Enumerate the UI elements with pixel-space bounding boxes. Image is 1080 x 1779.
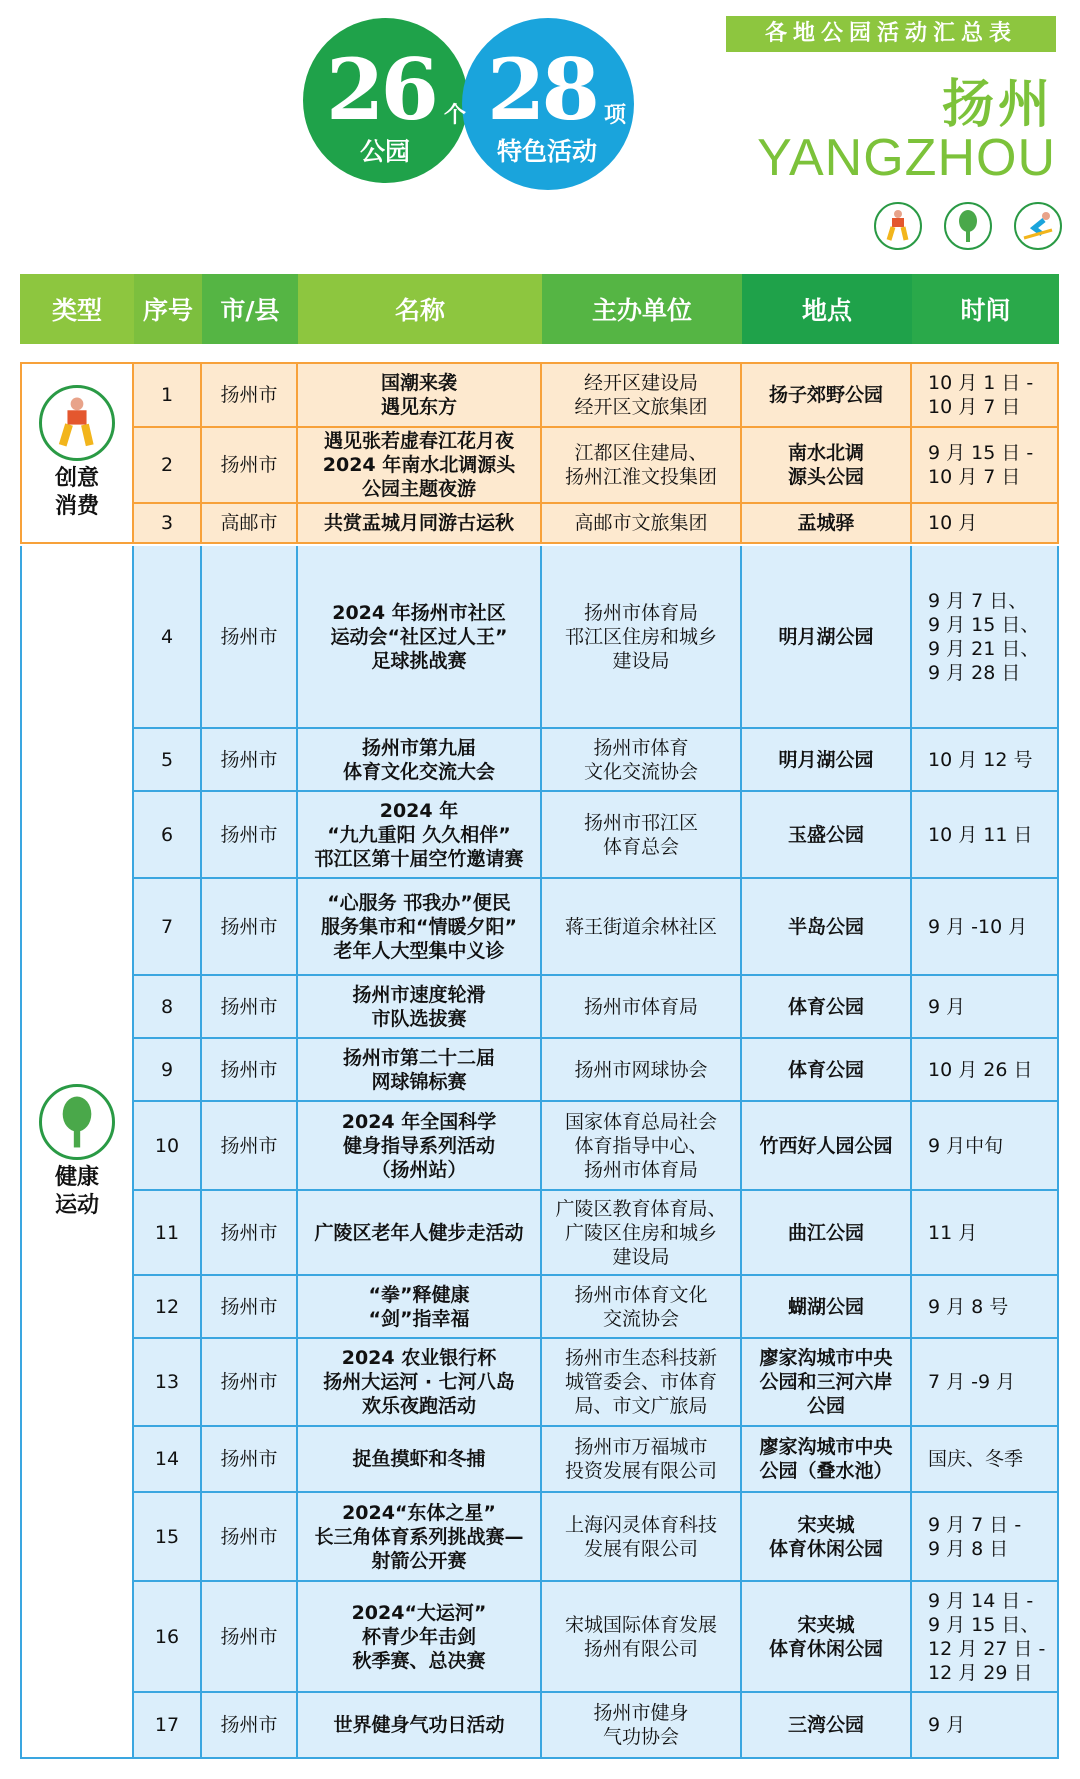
activity-name: 2024 年 “九九重阳 久久相伴” 邗江区第十届空竹邀请赛 <box>298 792 542 879</box>
organizer: 扬州市万福城市 投资发展有限公司 <box>542 1427 742 1493</box>
type-label: 创意 消费 <box>54 466 99 519</box>
time: 11 月 <box>912 1191 1059 1276</box>
column-header-organizer: 主办单位 <box>542 274 742 344</box>
row-no: 12 <box>134 1276 202 1339</box>
row-no: 13 <box>134 1339 202 1427</box>
time: 10 月 26 日 <box>912 1039 1059 1102</box>
table-row <box>134 546 1059 729</box>
activity-name: 扬州市速度轮滑 市队选拔赛 <box>298 976 542 1039</box>
summary-title: 各地公园活动汇总表 <box>726 16 1056 52</box>
table-row <box>134 504 1059 544</box>
type-cell <box>20 546 134 1759</box>
column-header-place: 地点 <box>742 274 912 344</box>
row-no: 10 <box>134 1102 202 1191</box>
time: 9 月 -10 月 <box>912 879 1059 976</box>
row-no: 4 <box>134 546 202 729</box>
organizer: 扬州市体育局 <box>542 976 742 1039</box>
activity-name: 2024“东体之星” 长三角体育系列挑战赛— 射箭公开赛 <box>298 1493 542 1582</box>
place: 明月湖公园 <box>742 729 912 792</box>
time: 10 月 11 日 <box>912 792 1059 879</box>
table-row <box>134 729 1059 792</box>
organizer: 扬州市体育文化 交流协会 <box>542 1276 742 1339</box>
row-city: 扬州市 <box>202 1276 298 1339</box>
organizer: 江都区住建局、 扬州江淮文投集团 <box>542 428 742 504</box>
organizer: 广陵区教育体育局、 广陵区住房和城乡 建设局 <box>542 1191 742 1276</box>
table-row <box>134 1191 1059 1276</box>
activity-name: “心服务 邗我办”便民 服务集市和“情暖夕阳” 老年人大型集中义诊 <box>298 879 542 976</box>
column-header-no: 序号 <box>134 274 202 344</box>
section-2 <box>20 546 1059 1759</box>
time: 9 月 8 号 <box>912 1276 1059 1339</box>
place: 宋夹城 体育休闲公园 <box>742 1582 912 1693</box>
table-row <box>134 1582 1059 1693</box>
table-row <box>134 1693 1059 1759</box>
organizer: 扬州市邗江区 体育总会 <box>542 792 742 879</box>
place: 三湾公园 <box>742 1693 912 1759</box>
table-row <box>134 428 1059 504</box>
organizer: 扬州市体育局 邗江区住房和城乡 建设局 <box>542 546 742 729</box>
activity-name: 2024 年全国科学 健身指导系列活动 （扬州站） <box>298 1102 542 1191</box>
organizer: 扬州市健身 气功协会 <box>542 1693 742 1759</box>
runner-icon <box>39 385 115 461</box>
table-row <box>134 879 1059 976</box>
row-city: 扬州市 <box>202 1693 298 1759</box>
place: 体育公园 <box>742 976 912 1039</box>
row-city: 扬州市 <box>202 428 298 504</box>
activities-label: 特色活动 <box>497 137 598 166</box>
activity-name: 共赏盂城月同游古运秋 <box>298 504 542 544</box>
organizer: 国家体育总局社会 体育指导中心、 扬州市体育局 <box>542 1102 742 1191</box>
parks-unit: 个 <box>444 103 467 128</box>
organizer: 经开区建设局 经开区文旅集团 <box>542 362 742 428</box>
organizer: 上海闪灵体育科技 发展有限公司 <box>542 1493 742 1582</box>
table-row <box>134 362 1059 428</box>
activity-name: 2024 农业银行杯 扬州大运河 · 七河八岛 欢乐夜跑活动 <box>298 1339 542 1427</box>
place: 廖家沟城市中央 公园（叠水池） <box>742 1427 912 1493</box>
organizer: 蒋王街道余林社区 <box>542 879 742 976</box>
parks-count: 26 <box>326 40 435 139</box>
time: 9 月中旬 <box>912 1102 1059 1191</box>
activity-name: 扬州市第二十二届 网球锦标赛 <box>298 1039 542 1102</box>
time: 7 月 -9 月 <box>912 1339 1059 1427</box>
table-row <box>134 1039 1059 1102</box>
place: 曲江公园 <box>742 1191 912 1276</box>
row-city: 高邮市 <box>202 504 298 544</box>
column-header-type: 类型 <box>20 274 134 344</box>
time: 9 月 15 日 - 10 月 7 日 <box>912 428 1059 504</box>
activity-name: “拳”释健康 “剑”指幸福 <box>298 1276 542 1339</box>
row-city: 扬州市 <box>202 1493 298 1582</box>
row-no: 8 <box>134 976 202 1039</box>
time: 9 月 14 日 - 9 月 15 日、 12 月 27 日 - 12 月 29 日 <box>912 1582 1059 1693</box>
time: 9 月 <box>912 976 1059 1039</box>
organizer: 扬州市体育 文化交流协会 <box>542 729 742 792</box>
time: 9 月 7 日 - 9 月 8 日 <box>912 1493 1059 1582</box>
section-1 <box>20 362 1059 544</box>
table-row <box>134 1493 1059 1582</box>
activity-name: 2024“大运河” 杯青少年击剑 秋季赛、总决赛 <box>298 1582 542 1693</box>
place: 扬子郊野公园 <box>742 362 912 428</box>
time: 9 月 <box>912 1693 1059 1759</box>
row-no: 17 <box>134 1693 202 1759</box>
tree-icon <box>39 1084 115 1160</box>
row-city: 扬州市 <box>202 1191 298 1276</box>
table-row <box>134 1339 1059 1427</box>
activity-name: 世界健身气功日活动 <box>298 1693 542 1759</box>
row-city: 扬州市 <box>202 792 298 879</box>
place: 宋夹城 体育休闲公园 <box>742 1493 912 1582</box>
tree-icon <box>944 202 992 250</box>
row-no: 5 <box>134 729 202 792</box>
place: 体育公园 <box>742 1039 912 1102</box>
city-name-en: YANGZHOU <box>757 129 1056 187</box>
row-city: 扬州市 <box>202 1102 298 1191</box>
activity-name: 国潮来袭 遇见东方 <box>298 362 542 428</box>
row-no: 2 <box>134 428 202 504</box>
place: 竹西好人园公园 <box>742 1102 912 1191</box>
table-row <box>134 1276 1059 1339</box>
table-row <box>134 1427 1059 1493</box>
table-row <box>134 976 1059 1039</box>
row-no: 14 <box>134 1427 202 1493</box>
place: 廖家沟城市中央 公园和三河六岸 公园 <box>742 1339 912 1427</box>
runner-icon <box>874 202 922 250</box>
time: 10 月 <box>912 504 1059 544</box>
column-header-city: 市/县 <box>202 274 298 344</box>
activity-name: 2024 年扬州市社区 运动会“社区过人王” 足球挑战赛 <box>298 546 542 729</box>
place: 半岛公园 <box>742 879 912 976</box>
row-city: 扬州市 <box>202 1039 298 1102</box>
row-no: 3 <box>134 504 202 544</box>
place: 明月湖公园 <box>742 546 912 729</box>
organizer: 扬州市网球协会 <box>542 1039 742 1102</box>
organizer: 宋城国际体育发展 扬州有限公司 <box>542 1582 742 1693</box>
activity-name: 捉鱼摸虾和冬捕 <box>298 1427 542 1493</box>
activity-name: 遇见张若虚春江花月夜 2024 年南水北调源头 公园主题夜游 <box>298 428 542 504</box>
time: 国庆、冬季 <box>912 1427 1059 1493</box>
table-row <box>134 1102 1059 1191</box>
city-name-cn: 扬州 <box>941 75 1054 135</box>
row-city: 扬州市 <box>202 976 298 1039</box>
type-label: 健康 运动 <box>54 1164 99 1218</box>
place: 盂城驿 <box>742 504 912 544</box>
organizer: 扬州市生态科技新 城管委会、市体育 局、市文广旅局 <box>542 1339 742 1427</box>
row-no: 1 <box>134 362 202 428</box>
column-header-name: 名称 <box>298 274 542 344</box>
organizer: 高邮市文旅集团 <box>542 504 742 544</box>
row-city: 扬州市 <box>202 729 298 792</box>
place: 南水北调 源头公园 <box>742 428 912 504</box>
row-city: 扬州市 <box>202 1582 298 1693</box>
time: 10 月 12 号 <box>912 729 1059 792</box>
parks-label: 公园 <box>360 137 411 166</box>
place: 玉盛公园 <box>742 792 912 879</box>
row-city: 扬州市 <box>202 879 298 976</box>
activities-count: 28 <box>487 40 596 139</box>
row-no: 9 <box>134 1039 202 1102</box>
place: 蝴湖公园 <box>742 1276 912 1339</box>
table-header <box>20 274 1059 344</box>
table-row <box>134 792 1059 879</box>
time: 10 月 1 日 - 10 月 7 日 <box>912 362 1059 428</box>
activities-unit: 项 <box>604 103 627 128</box>
time: 9 月 7 日、 9 月 15 日、 9 月 21 日、 9 月 28 日 <box>912 546 1059 729</box>
row-city: 扬州市 <box>202 1427 298 1493</box>
row-no: 16 <box>134 1582 202 1693</box>
activity-name: 广陵区老年人健步走活动 <box>298 1191 542 1276</box>
row-no: 15 <box>134 1493 202 1582</box>
row-city: 扬州市 <box>202 362 298 428</box>
activity-name: 扬州市第九届 体育文化交流大会 <box>298 729 542 792</box>
row-city: 扬州市 <box>202 1339 298 1427</box>
row-no: 11 <box>134 1191 202 1276</box>
row-no: 7 <box>134 879 202 976</box>
skier-icon <box>1014 202 1062 250</box>
type-cell <box>20 362 134 544</box>
column-header-time: 时间 <box>912 274 1059 344</box>
row-city: 扬州市 <box>202 546 298 729</box>
row-no: 6 <box>134 792 202 879</box>
